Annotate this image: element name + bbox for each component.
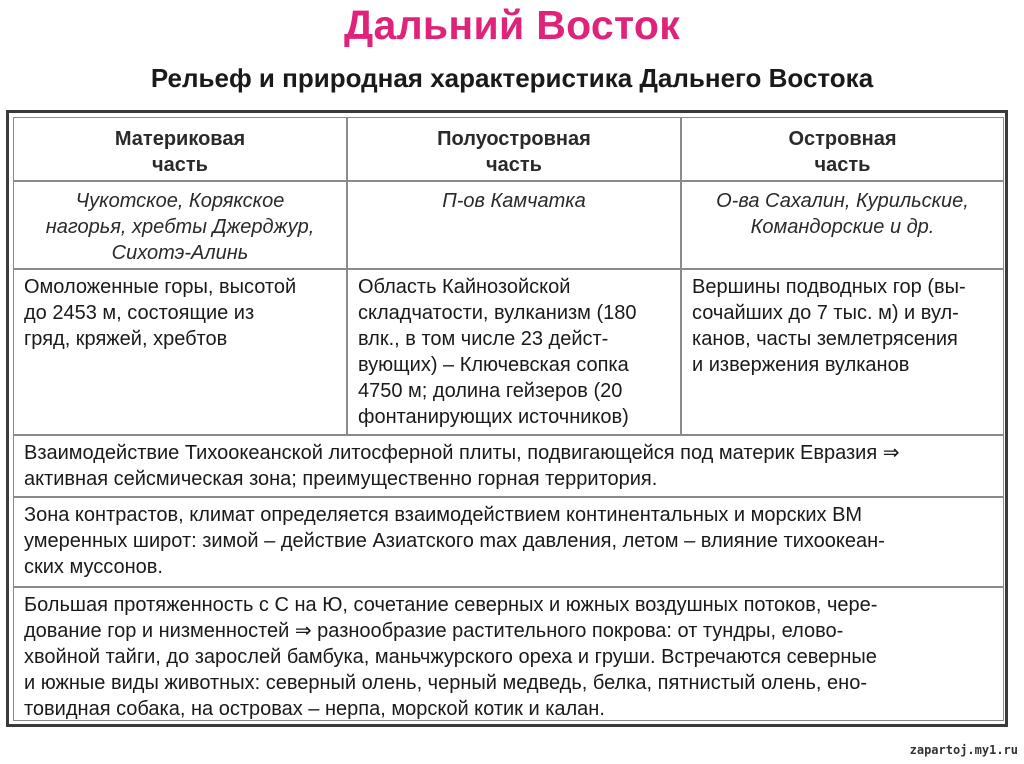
text-line: П-ов Камчатка	[442, 190, 586, 212]
text-line: Большая протяженность с С на Ю, сочетание северных и южных воздушных потоков, чере-	[24, 594, 878, 616]
text-line: гряд, кряжей, хребтов	[24, 328, 228, 350]
text-line: Командорские и др.	[750, 216, 935, 238]
text-line: Омоложенные горы, высотой	[24, 276, 297, 298]
places-islands	[681, 181, 1004, 269]
text-line: ских муссонов.	[24, 556, 163, 578]
text-line: Материковая	[114, 128, 246, 150]
text-line: 4750 м; долина гейзеров (20	[358, 380, 623, 402]
text-line: канов, часты землетрясения	[692, 328, 958, 350]
page-subtitle: Рельеф и природная характеристика Дальнего Востока	[150, 63, 874, 93]
climate-row	[13, 497, 1004, 587]
tectonics-row	[13, 435, 1004, 497]
text-line: часть	[814, 154, 871, 176]
text-line: часть	[486, 154, 542, 176]
text-line: нагорья, хребты Джерджур,	[45, 216, 315, 238]
text-line: часть	[152, 154, 208, 176]
text-line: Сихотэ-Алинь	[111, 242, 249, 264]
text-line: до 2453 м, состоящие из	[24, 302, 255, 324]
text-line: влк., в том числе 23 дейст-	[358, 328, 609, 350]
header-peninsula	[347, 117, 681, 181]
text-line: активная сейсмическая зона; преимущественно горная территория.	[24, 468, 658, 490]
text-line: умеренных широт: зимой – действие Азиатского max давления, летом – влияние тихоокеан-	[24, 530, 885, 552]
text-line: О-ва Сахалин, Курильские,	[716, 190, 969, 212]
text-line: Вершины подводных гор (вы-	[692, 276, 966, 298]
text-line: дование гор и низменностей ⇒ разнообразие растительного покрова: от тундры, елово-	[24, 620, 844, 642]
places-mainland	[13, 181, 347, 269]
text-line: вующих) – Ключевская сопка	[358, 354, 629, 376]
text-line: товидная собака, на островах – нерпа, морской котик и калан.	[24, 698, 605, 720]
text-line: и извержения вулканов	[692, 354, 910, 376]
text-line: Область Кайнозойской	[358, 276, 571, 298]
description-islands	[681, 269, 1004, 435]
description-peninsula	[347, 269, 681, 435]
text-line: хвойной тайги, до зарослей бамбука, маньчжурского ореха и груши. Встречаются северные	[24, 646, 877, 668]
header-islands	[681, 117, 1004, 181]
text-line: фонтанирующих источников)	[358, 406, 629, 428]
text-line: складчатости, вулканизм (180	[358, 302, 637, 324]
page-title: Дальний Восток	[343, 2, 681, 48]
text-line: Полуостровная	[437, 128, 591, 150]
text-line: и южные виды животных: северный олень, черный медведь, белка, пятнистый олень, ено-	[24, 672, 867, 694]
characteristics-table	[6, 110, 1008, 727]
header-mainland	[13, 117, 347, 181]
text-line: Чукотское, Корякское	[75, 190, 285, 212]
description-mainland	[13, 269, 347, 435]
places-peninsula	[347, 181, 681, 269]
text-line: Взаимодействие Тихоокеанской литосферной плиты, подвигающейся под материк Евразия ⇒	[24, 442, 900, 464]
watermark: zapartoj.my1.ru	[909, 743, 1018, 757]
text-line: Зона контрастов, климат определяется взаимодействием континентальных и морских ВМ	[24, 504, 863, 526]
biodiversity-row	[13, 587, 1004, 721]
text-line: Островная	[788, 128, 897, 150]
text-line: сочайших до 7 тыс. м) и вул-	[692, 302, 959, 324]
